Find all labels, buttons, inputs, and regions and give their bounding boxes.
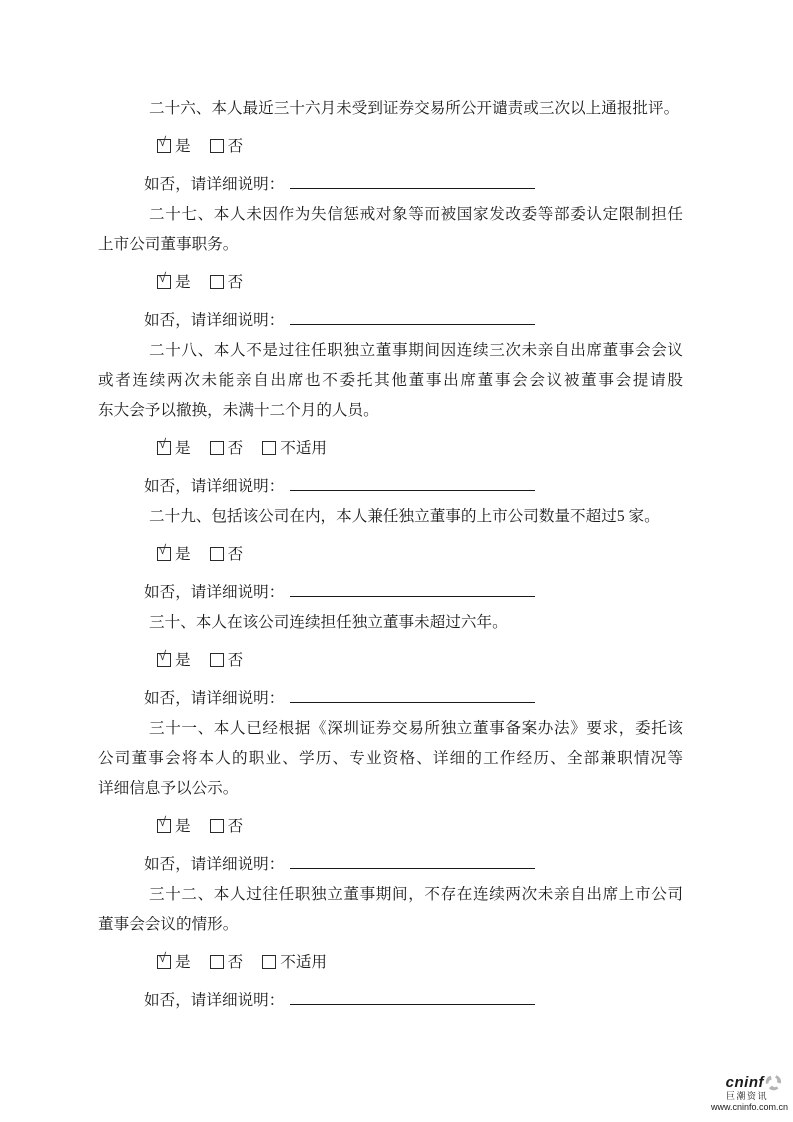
declaration-text-line: 二十七、本人未因作为失信惩戒对象等而被国家发改委等部委认定限制担任: [149, 206, 683, 223]
checkbox-option[interactable]: [157, 652, 191, 669]
cninfo-brand-text: cninf: [725, 1073, 764, 1091]
checkbox-option[interactable]: [210, 954, 244, 971]
checkbox-row: [157, 434, 683, 464]
checkbox-checked-icon: [157, 275, 171, 289]
checkbox-row: [157, 132, 683, 162]
checkbox-row: [157, 812, 683, 842]
checkbox-row: [157, 948, 683, 978]
declaration-text-line: 东大会予以撤换，未满十二个月的人员。: [98, 402, 379, 419]
checkbox-option-label: 是: [175, 440, 191, 457]
explain-blank-line[interactable]: [290, 474, 535, 491]
declaration-text-line: 三十二、本人过往任职独立董事期间，不存在连续两次未亲自出席上市公司: [149, 886, 683, 903]
checkbox-checked-icon: [157, 955, 171, 969]
checkbox-option[interactable]: [210, 440, 244, 457]
checkbox-option[interactable]: [210, 138, 244, 155]
explain-blank-line[interactable]: [290, 686, 535, 703]
explain-label: 如否，请详细说明：: [144, 478, 285, 495]
declaration-paragraph: [98, 502, 683, 532]
declaration-text-line: 董事会会议的情形。: [98, 916, 239, 933]
declaration-text-line: 上市公司董事职务。: [98, 236, 239, 253]
explain-blank-line[interactable]: [290, 308, 535, 325]
checkbox-option[interactable]: [210, 274, 244, 291]
cninfo-swirl-icon: [765, 1074, 782, 1091]
checkbox-checked-icon: [157, 653, 171, 667]
checkbox-option-label: 是: [175, 818, 191, 835]
checkbox-row: [157, 540, 683, 570]
checkbox-option-label: 是: [175, 954, 191, 971]
explain-row: [144, 306, 683, 336]
explain-row: [144, 578, 683, 608]
declaration-paragraph: [98, 200, 683, 260]
explain-label: 如否，请详细说明：: [144, 992, 285, 1009]
checkbox-checked-icon: [157, 139, 171, 153]
explain-blank-line[interactable]: [290, 988, 535, 1005]
cninfo-url-text: www.cninfo.com.cn: [710, 1101, 788, 1112]
checkbox-option[interactable]: [262, 440, 327, 457]
explain-blank-line[interactable]: [290, 852, 535, 869]
declaration-text-line: 三十、本人在该公司连续担任独立董事未超过六年。: [149, 614, 508, 631]
checkbox-row: [157, 646, 683, 676]
checkbox-unchecked-icon: [210, 139, 224, 153]
declaration-text-line: 三十一、本人已经根据《深圳证券交易所独立董事备案办法》要求，委托该: [149, 720, 683, 737]
checkbox-option[interactable]: [157, 440, 191, 457]
declaration-paragraph: [98, 608, 683, 638]
checkbox-option-label: 是: [175, 546, 191, 563]
cninfo-logo: [698, 1074, 790, 1112]
declaration-paragraph: [98, 880, 683, 940]
checkbox-option[interactable]: [157, 138, 191, 155]
checkbox-option-label: 否: [227, 138, 244, 155]
checkbox-option-label: 否: [227, 274, 244, 291]
checkbox-option-label: 否: [227, 652, 244, 669]
declaration-item: [98, 200, 683, 336]
declaration-text-line: 详细信息予以公示。: [98, 780, 239, 797]
checkbox-option-label: 是: [175, 652, 191, 669]
checkbox-option[interactable]: [157, 274, 191, 291]
checkbox-checked-icon: [157, 819, 171, 833]
checkbox-option[interactable]: [210, 652, 244, 669]
checkbox-unchecked-icon: [210, 819, 224, 833]
explain-row: [144, 170, 683, 200]
checkbox-checked-icon: [157, 547, 171, 561]
declaration-text-line: 或者连续两次未能亲自出席也不委托其他董事出席董事会会议被董事会提请股: [98, 372, 683, 389]
checkbox-row: [157, 268, 683, 298]
declaration-content: [98, 94, 683, 1016]
checkbox-unchecked-icon: [210, 955, 224, 969]
checkbox-checked-icon: [157, 441, 171, 455]
explain-label: 如否，请详细说明：: [144, 176, 285, 193]
declaration-item: [98, 94, 683, 200]
checkbox-option[interactable]: [262, 954, 327, 971]
checkbox-unchecked-icon: [262, 441, 276, 455]
explain-blank-line[interactable]: [290, 172, 535, 189]
explain-row: [144, 850, 683, 880]
checkbox-option-label: 否: [227, 546, 244, 563]
checkbox-option[interactable]: [157, 954, 191, 971]
explain-row: [144, 986, 683, 1016]
declaration-item: [98, 502, 683, 608]
explain-row: [144, 684, 683, 714]
declaration-item: [98, 608, 683, 714]
checkbox-option-label: 否: [227, 954, 244, 971]
cninfo-name-text: 巨潮资讯: [725, 1091, 768, 1102]
checkbox-option[interactable]: [210, 818, 244, 835]
declaration-item: [98, 336, 683, 502]
checkbox-option-label: 不适用: [280, 954, 328, 971]
checkbox-unchecked-icon: [210, 653, 224, 667]
checkbox-option-label: 是: [175, 138, 191, 155]
declaration-text-line: 公司董事会将本人的职业、学历、专业资格、详细的工作经历、全部兼职情况等: [98, 750, 683, 767]
declaration-item: [98, 880, 683, 1016]
checkbox-option[interactable]: [157, 818, 191, 835]
checkbox-option[interactable]: [210, 546, 244, 563]
declaration-text-line: 二十九、包括该公司在内，本人兼任独立董事的上市公司数量不超过5 家。: [149, 508, 660, 525]
declaration-text-line: 二十八、本人不是过往任职独立董事期间因连续三次未亲自出席董事会会议: [149, 342, 683, 359]
declaration-paragraph: [98, 94, 683, 124]
explain-label: 如否，请详细说明：: [144, 690, 285, 707]
checkbox-option-label: 是: [175, 274, 191, 291]
checkbox-option[interactable]: [157, 546, 191, 563]
checkbox-option-label: 否: [227, 818, 244, 835]
checkbox-unchecked-icon: [210, 547, 224, 561]
checkbox-unchecked-icon: [210, 275, 224, 289]
checkbox-unchecked-icon: [262, 955, 276, 969]
declaration-paragraph: [98, 336, 683, 426]
declaration-paragraph: [98, 714, 683, 804]
checkbox-unchecked-icon: [210, 441, 224, 455]
declaration-text-line: 二十六、本人最近三十六月未受到证券交易所公开谴责或三次以上通报批评。: [149, 100, 680, 117]
explain-label: 如否，请详细说明：: [144, 584, 285, 601]
explain-row: [144, 472, 683, 502]
checkbox-option-label: 不适用: [280, 440, 328, 457]
explain-label: 如否，请详细说明：: [144, 312, 285, 329]
checkbox-option-label: 否: [227, 440, 244, 457]
declaration-item: [98, 714, 683, 880]
explain-blank-line[interactable]: [290, 580, 535, 597]
cninfo-brand-row: [726, 1074, 782, 1091]
explain-label: 如否，请详细说明：: [144, 856, 285, 873]
